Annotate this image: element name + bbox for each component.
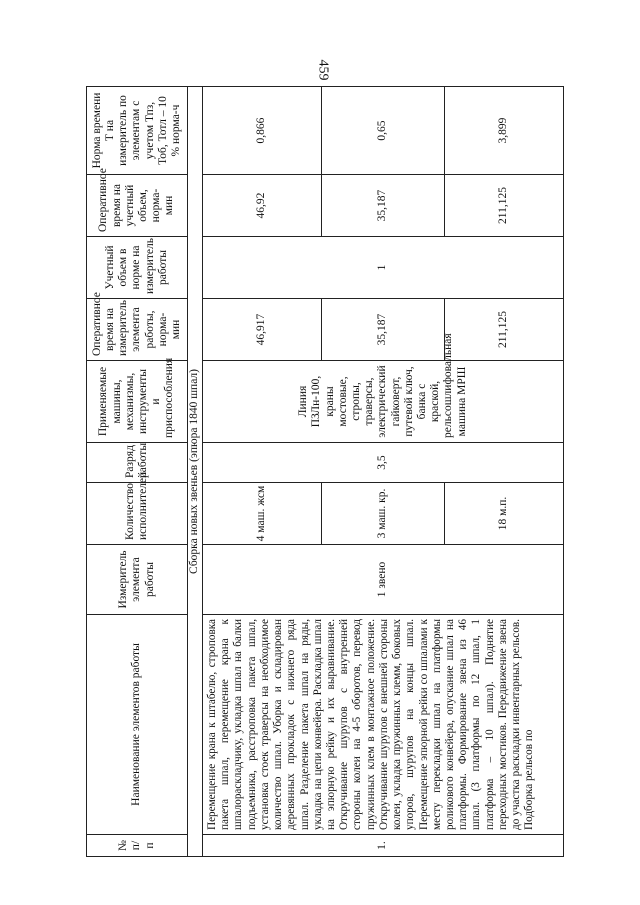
section-title: Сборка новых звеньев (эпюра 1840 шпал) — [188, 87, 203, 857]
op-time-2: 35,187 — [322, 299, 445, 360]
header-volume: Учетный объем в норме на измеритель работы — [87, 237, 188, 299]
row-meter: 1 звено — [203, 545, 564, 615]
row-machines: Линия ПЗЛн-100, краны мостовые, стропы, траверсы, электрический гайковерт, путевой ключ, банка с краской, рельсошлифовальная машина МРШ — [203, 361, 564, 443]
header-executors: Количество исполнителей — [87, 483, 188, 545]
row-rank: 3,5 — [203, 443, 564, 483]
row-description: Перемещение крана к штабелю, строповка пакета шпал, перемещение крана к шпалораскладчику, укладка шпал на балки подъемника, расстроповка пакета шпал, установка стоек траверсы на необходимое количество шпал. Уборка и складирован деревянных прокладок с нижнего ряда шпал. Разделение пакета шпал на ряды, укладка на цепи конвейера. Раскладка шпал на эпюрную рейку и их выравнивание. Откручивание шурупов с внутренней стороны колеи на 4-5 оборотов, перевод пружинных клем в монтажное положение. Откручивание шурупов с внешней стороны колеи, укладка пружинных клемм, боковых упоров, шурупов на концы шпал. Перемещение эпюрной рейки со шпалами к месту перекладки шпал на платформы роликового конвейера, опускание шпал на платформы. Формирование звена из 46 шпал. (3 платформы по 12 шпал, 1 платформа – 10 шпал). Поднятие переходных мостиков. Передвижение звена до участка раскладки инвентарных рельсов. Подборка рельсов по — [203, 615, 564, 835]
header-norm: Норма времени Т на измеритель по элементам с учетом Тпз, Тоб, Тотл – 10 % норма-ч — [87, 87, 188, 175]
op-time-volume-3: 211,125 — [444, 175, 563, 236]
page-number: 459 — [315, 59, 331, 81]
section-row — [188, 87, 203, 857]
norm-3: 3,899 — [444, 87, 563, 174]
row-norm-cell — [203, 87, 564, 175]
norm-1: 0,866 — [255, 117, 268, 144]
norms-table — [86, 86, 564, 857]
op-time-1: 46,917 — [255, 313, 268, 346]
header-meter: Измеритель элемента работы — [87, 545, 188, 615]
row-volume: 1 — [203, 237, 564, 299]
header-op-time-volume: Оперативное время на учетный объем, норма-мин — [87, 175, 188, 237]
row-executors-cell — [203, 483, 564, 545]
header-rank: Разряд работы — [87, 443, 188, 483]
header-machines: Применяемые машины, механизмы, инструменты и приспособления — [87, 361, 188, 443]
executors-1: 4 маш. жсм — [255, 485, 268, 542]
op-time-volume-1: 46,92 — [255, 192, 268, 219]
rotated-table-frame — [86, 87, 564, 857]
op-time-3: 211,125 — [444, 299, 563, 360]
executors-2: 3 маш. кр. — [322, 483, 445, 544]
norm-2: 0,65 — [322, 87, 445, 174]
op-time-volume-2: 35,187 — [322, 175, 445, 236]
header-op-time: Оперативное время на измеритель элемента работы, норма-мин — [87, 299, 188, 361]
table-row — [203, 87, 564, 857]
header-row — [87, 87, 188, 857]
row-op-time-volume-cell — [203, 175, 564, 237]
header-num: № п/п — [87, 835, 188, 857]
executors-3: 18 м.п. — [444, 483, 563, 544]
row-num: 1. — [203, 835, 564, 857]
row-op-time-cell — [203, 299, 564, 361]
header-name: Наименование элементов работы — [87, 615, 188, 835]
